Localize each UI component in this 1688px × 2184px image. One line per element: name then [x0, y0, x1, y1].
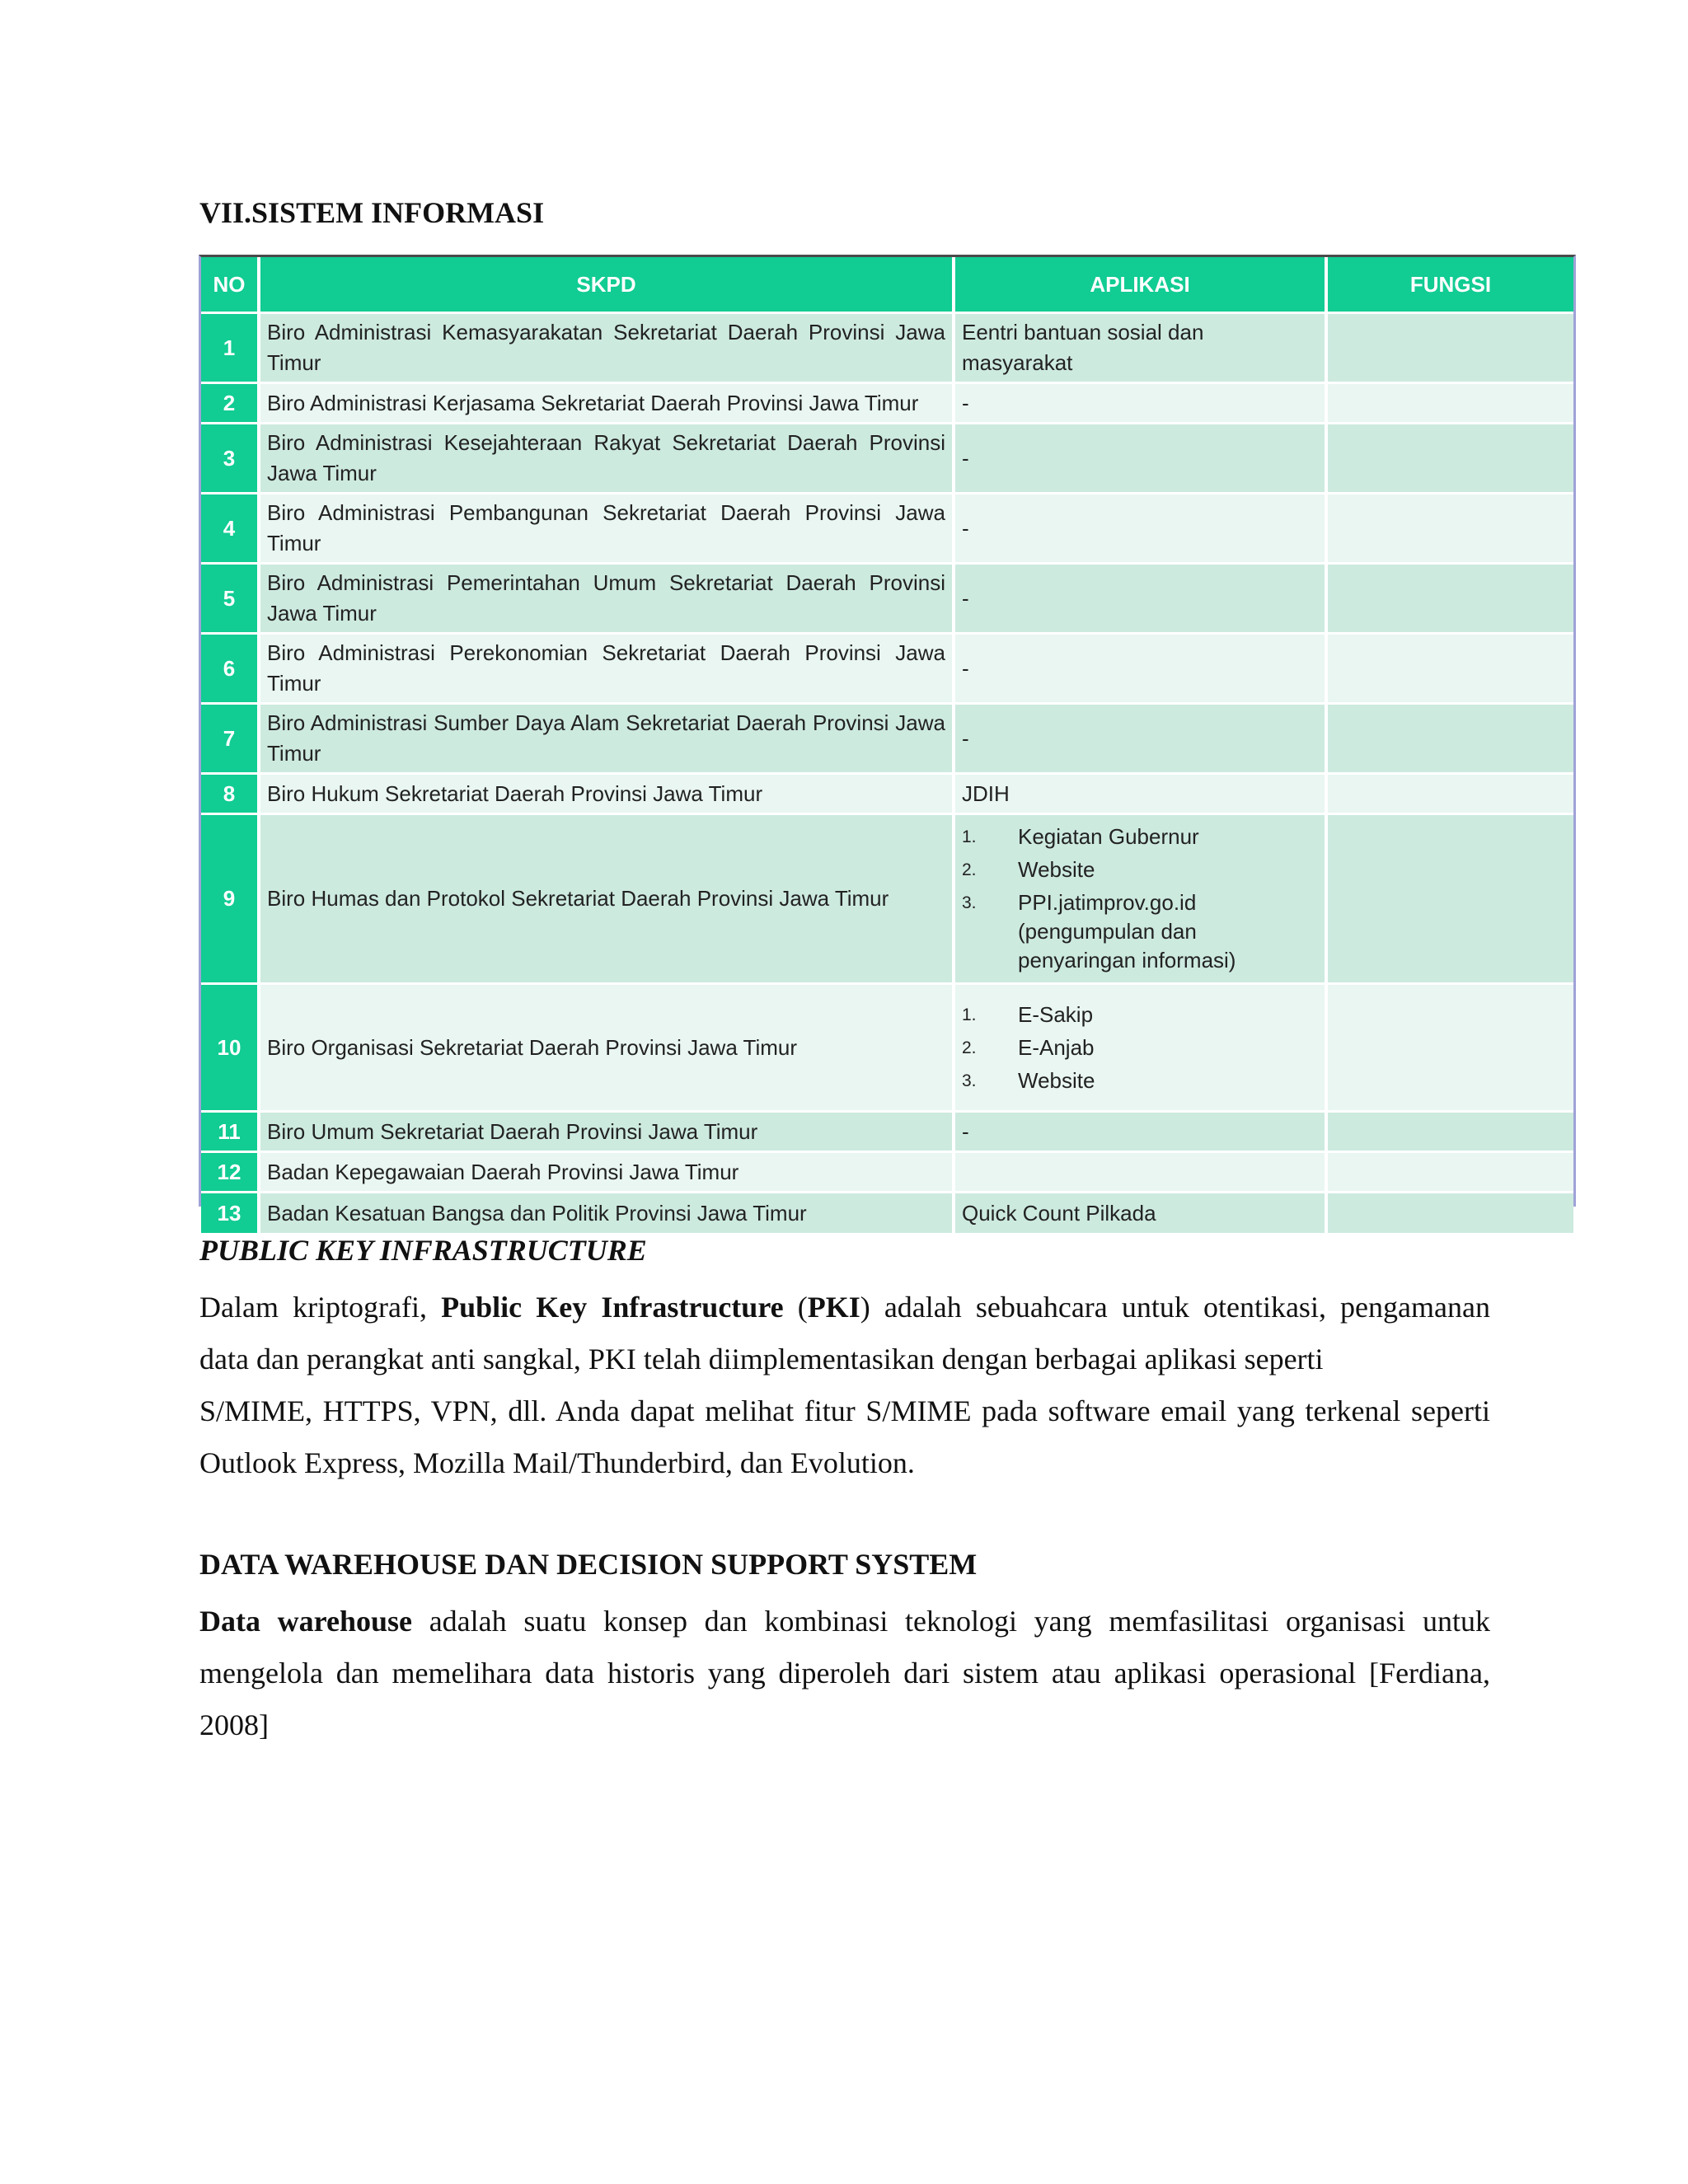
fungsi-cell — [1326, 814, 1573, 984]
pki-line-2: data dan perangkat anti sangkal, PKI telah diimplementasikan dengan berbagai aplikasi seperti — [199, 1343, 1324, 1376]
table-header-row — [201, 257, 1573, 313]
table-row — [201, 383, 1573, 424]
header-skpd: SKPD — [259, 257, 954, 313]
skpd-cell: Badan Kesatuan Bangsa dan Politik Provinsi Jawa Timur — [259, 1193, 954, 1235]
table-row — [201, 564, 1573, 634]
skpd-cell: Biro Administrasi Kerjasama Sekretariat Daerah Provinsi Jawa Timur — [259, 383, 954, 424]
table-body — [201, 313, 1573, 1235]
row-number: 1 — [201, 313, 259, 383]
aplikasi-cell — [954, 984, 1326, 1112]
aplikasi-cell: JDIH — [954, 774, 1326, 814]
list-text: Website — [1018, 857, 1095, 882]
row-number: 12 — [201, 1152, 259, 1193]
dw-line-2: mengelola dan memelihara data historis yang diperoleh dari sistem atau aplikasi operasional [Ferdiana, — [199, 1657, 1490, 1690]
row-number: 11 — [201, 1112, 259, 1152]
list-number: 2. — [962, 860, 977, 879]
table-row — [201, 1112, 1573, 1152]
fungsi-cell — [1326, 984, 1573, 1112]
dw-line-1 — [199, 1596, 1490, 1647]
dw-term: Data warehouse — [199, 1605, 413, 1638]
aplikasi-cell: Quick Count Pilkada — [954, 1193, 1326, 1235]
fungsi-cell — [1326, 634, 1573, 704]
aplikasi-list — [962, 823, 1318, 975]
list-text: Kegiatan Gubernur — [1018, 824, 1199, 849]
table-row — [201, 313, 1573, 383]
fungsi-cell — [1326, 1112, 1573, 1152]
row-number: 5 — [201, 564, 259, 634]
row-number: 6 — [201, 634, 259, 704]
aplikasi-list-item — [962, 823, 1318, 851]
skpd-cell: Biro Hukum Sekretariat Daerah Provinsi Jawa Timur — [259, 774, 954, 814]
skpd-cell: Biro Umum Sekretariat Daerah Provinsi Jawa Timur — [259, 1112, 954, 1152]
pki-text: ( — [783, 1291, 808, 1324]
row-number: 3 — [201, 424, 259, 494]
skpd-cell: Biro Organisasi Sekretariat Daerah Provinsi Jawa Timur — [259, 984, 954, 1112]
skpd-cell: Biro Administrasi Kesejahteraan Rakyat Sekretariat Daerah Provinsi Jawa Timur — [259, 424, 954, 494]
fungsi-cell — [1326, 1193, 1573, 1235]
aplikasi-cell: - — [954, 634, 1326, 704]
skpd-cell: Biro Administrasi Pembangunan Sekretariat Daerah Provinsi Jawa Timur — [259, 494, 954, 564]
pki-abbr: PKI — [807, 1291, 860, 1324]
aplikasi-cell — [954, 1152, 1326, 1193]
fungsi-cell — [1326, 313, 1573, 383]
list-text: E-Anjab — [1018, 1034, 1095, 1060]
list-text: E-Sakip — [1018, 1001, 1094, 1027]
aplikasi-list — [962, 1001, 1318, 1095]
header-aplikasi: APLIKASI — [954, 257, 1326, 313]
aplikasi-cell: - — [954, 704, 1326, 774]
table-row — [201, 774, 1573, 814]
skpd-cell: Biro Administrasi Perekonomian Sekretariat Daerah Provinsi Jawa Timur — [259, 634, 954, 704]
list-text: PPI.jatimprov.go.id (pengumpulan dan penyaringan informasi) — [1018, 890, 1236, 972]
header-fungsi: FUNGSI — [1326, 257, 1573, 313]
dw-paragraph — [199, 1596, 1490, 1751]
pki-heading: PUBLIC KEY INFRASTRUCTURE — [199, 1234, 647, 1267]
fungsi-cell — [1326, 774, 1573, 814]
fungsi-cell — [1326, 564, 1573, 634]
skpd-cell: Biro Administrasi Kemasyarakatan Sekretariat Daerah Provinsi Jawa Timur — [259, 313, 954, 383]
fungsi-cell — [1326, 1152, 1573, 1193]
list-text: Website — [1018, 1067, 1095, 1093]
table-row — [201, 1152, 1573, 1193]
list-number: 2. — [962, 1038, 977, 1057]
list-number: 3. — [962, 893, 977, 912]
pki-line-1 — [199, 1282, 1490, 1333]
list-number: 1. — [962, 1005, 977, 1024]
fungsi-cell — [1326, 704, 1573, 774]
aplikasi-cell: - — [954, 564, 1326, 634]
aplikasi-cell: - — [954, 383, 1326, 424]
dw-heading: DATA WAREHOUSE DAN DECISION SUPPORT SYSTEM — [199, 1548, 978, 1581]
pki-text: Dalam kriptografi, — [199, 1291, 442, 1324]
pki-term: Public Key Infrastructure — [441, 1291, 784, 1324]
aplikasi-list-item — [962, 1066, 1318, 1095]
pki-paragraph — [199, 1282, 1490, 1489]
table-row — [201, 1193, 1573, 1235]
aplikasi-cell: - — [954, 1112, 1326, 1152]
dw-line-3: 2008] — [199, 1708, 269, 1741]
pki-text: ) adalah sebuahcara untuk otentikasi, pengamanan — [860, 1291, 1490, 1324]
row-number: 8 — [201, 774, 259, 814]
list-number: 1. — [962, 827, 977, 846]
skpd-table — [201, 257, 1573, 1235]
table-row — [201, 494, 1573, 564]
row-number: 7 — [201, 704, 259, 774]
skpd-cell: Biro Administrasi Pemerintahan Umum Sekretariat Daerah Provinsi Jawa Timur — [259, 564, 954, 634]
row-number: 10 — [201, 984, 259, 1112]
table-row — [201, 704, 1573, 774]
section-title: VII.SISTEM INFORMASI — [199, 196, 545, 229]
aplikasi-cell: - — [954, 494, 1326, 564]
pki-line-3: S/MIME, HTTPS, VPN, dll. Anda dapat melihat fitur S/MIME pada software email yang terkenal seperti — [199, 1394, 1490, 1427]
header-no: NO — [201, 257, 259, 313]
row-number: 2 — [201, 383, 259, 424]
aplikasi-list-item — [962, 855, 1318, 884]
table-row — [201, 634, 1573, 704]
fungsi-cell — [1326, 494, 1573, 564]
fungsi-cell — [1326, 383, 1573, 424]
aplikasi-cell: Eentri bantuan sosial dan masyarakat — [954, 313, 1326, 383]
dw-text: adalah suatu konsep dan kombinasi teknologi yang memfasilitasi organisasi untuk — [412, 1605, 1490, 1638]
skpd-cell: Biro Humas dan Protokol Sekretariat Daerah Provinsi Jawa Timur — [259, 814, 954, 984]
aplikasi-cell — [954, 814, 1326, 984]
skpd-table-figure — [199, 255, 1576, 1226]
fungsi-cell — [1326, 424, 1573, 494]
row-number: 4 — [201, 494, 259, 564]
aplikasi-list-item — [962, 1033, 1318, 1062]
table-row — [201, 984, 1573, 1112]
aplikasi-cell: - — [954, 424, 1326, 494]
list-number: 3. — [962, 1071, 977, 1090]
table-row — [201, 424, 1573, 494]
skpd-cell: Badan Kepegawaian Daerah Provinsi Jawa Timur — [259, 1152, 954, 1193]
skpd-cell: Biro Administrasi Sumber Daya Alam Sekretariat Daerah Provinsi Jawa Timur — [259, 704, 954, 774]
aplikasi-list-item — [962, 888, 1318, 975]
pki-line-4: Outlook Express, Mozilla Mail/Thunderbird, dan Evolution. — [199, 1446, 915, 1479]
aplikasi-list-item — [962, 1001, 1318, 1029]
row-number: 9 — [201, 814, 259, 984]
row-number: 13 — [201, 1193, 259, 1235]
table-row — [201, 814, 1573, 984]
